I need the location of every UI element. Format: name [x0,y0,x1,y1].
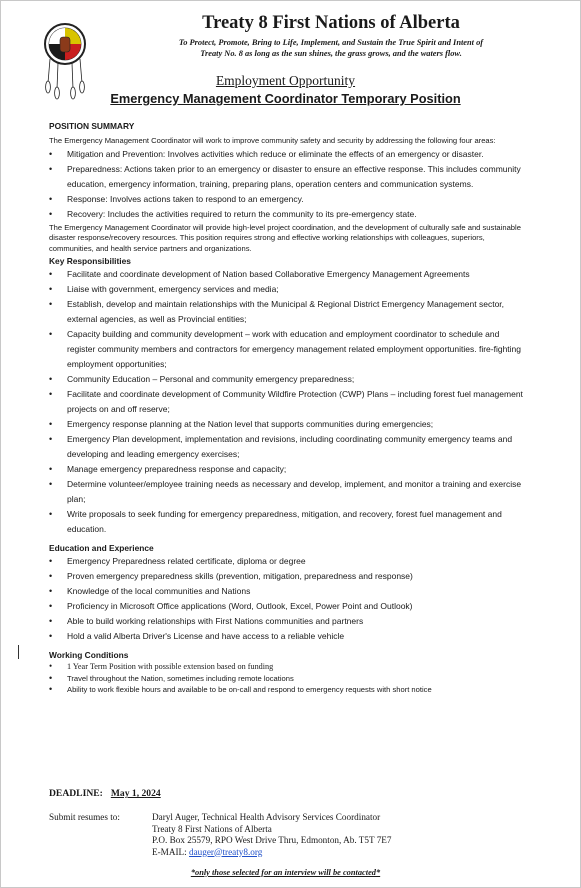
list-item: • Travel throughout the Nation, sometimes including remote locations [49,673,529,685]
section-heading-responsibilities: Key Responsibilities [49,256,131,266]
contact-email-row [152,847,392,859]
org-title: Treaty 8 First Nations of Alberta [202,13,460,33]
list-item: • Response: Involves actions taken to respond to an emergency. [49,192,529,207]
list-item: • Emergency Plan development, implementation and revisions, including coordinating community emergency teams and developing and leading emergency exercises; [49,432,529,462]
medicine-wheel-dreamcatcher-icon [42,21,88,101]
section-heading-education: Education and Experience [49,543,154,553]
text-cursor [18,645,19,659]
contact-address: P.O. Box 25579, RPO West Drive Thru, Edmonton, Ab. T5T 7E7 [152,835,392,845]
contact-block [152,812,392,858]
education-list [49,554,529,644]
list-item: • Capacity building and community development – work with education and employment coordinator to schedule and register community members and contractors for emergency management related employment opportunities. fire-fighting employment opportunities; [49,327,529,372]
opportunity-heading: Employment Opportunity [215,73,356,88]
deadline-label: DEADLINE: [49,788,103,799]
list-item: • Facilitate and coordinate development of Nation based Collaborative Emergency Management Agreements [49,267,529,282]
contact-org: Treaty 8 First Nations of Alberta [152,823,272,834]
list-item: • Preparedness: Actions taken prior to an emergency or disaster to ensure an effective response. This includes community education, emergency information, training, preparing plans, operation centers and communication systems. [49,162,529,192]
motto-line: To Protect, Promote, Bring to Life, Implement, and Sustain the True Spirit and Intent of [178,38,484,47]
list-item: • Liaise with government, emergency services and media; [49,282,529,297]
list-item: • Community Education – Personal and community emergency preparedness; [49,372,529,387]
list-item: • Mitigation and Prevention: Involves activities which reduce or eliminate the effects of an emergency or disaster. [49,147,529,162]
motto-line: Treaty No. 8 as long as the sun shines, the grass grows, and the waters flow. [200,49,462,58]
position-title: Emergency Management Coordinator Temporary Position [110,91,461,106]
conditions-list [49,661,529,696]
list-item: • Write proposals to seek funding for emergency preparedness, mitigation, and recovery, forest fuel management and education. [49,507,529,537]
responsibilities-list [49,267,529,537]
document-body [49,121,529,696]
list-item: • Proficiency in Microsoft Office applications (Word, Outlook, Excel, Power Point and Outlook) [49,599,529,614]
list-item: • Ability to work flexible hours and available to be on-call and respond to emergency requests with short notice [49,684,529,696]
summary-intro: The Emergency Management Coordinator will work to improve community safety and security by addressing the following four areas: [49,136,496,145]
interview-note: *only those selected for an interview will be contacted* [190,868,381,877]
list-item: • Emergency response planning at the Nation level that supports communities during emergencies; [49,417,529,432]
deadline-date: May 1, 2024 [110,788,161,799]
list-item: • Proven emergency preparedness skills (prevention, mitigation, preparedness and response) [49,569,529,584]
section-heading-conditions: Working Conditions [49,650,129,660]
submit-label: Submit resumes to: [49,812,120,822]
contact-name: Daryl Auger, Technical Health Advisory Services Coordinator [152,812,381,822]
email-link[interactable]: dauger@treaty8.org [189,846,263,857]
list-item: • Able to build working relationships with First Nations communities and partners [49,614,529,629]
list-item: • Establish, develop and maintain relationships with the Municipal & Regional District Emergency Management sector, external agencies, as well as Provincial entities; [49,297,529,327]
email-label: E-MAIL: [152,846,187,857]
list-item: • Facilitate and coordinate development of Community Wildfire Protection (CWP) Plans – including forest fuel management projects on and off reserve; [49,387,529,417]
summary-list [49,147,529,222]
list-item: • Hold a valid Alberta Driver's License and have access to a reliable vehicle [49,629,529,644]
list-item: • Emergency Preparedness related certificate, diploma or degree [49,554,529,569]
summary-outro: The Emergency Management Coordinator will provide high-level project coordination, and the development of culturally safe and sustainable disaster response/recovery resources. This position requires strong and effective working relationships with colleagues, superiors, communities, and health service partners and organizations. [49,222,521,253]
list-item: • Recovery: Includes the activities required to return the community to its pre-emergency state. [49,207,529,222]
list-item: • 1 Year Term Position with possible extension based on funding [49,661,529,673]
motto [121,37,541,59]
section-heading-summary: POSITION SUMMARY [49,121,135,131]
list-item: • Determine volunteer/employee training needs as necessary and develop, implement, and monitor a training and exercise plan; [49,477,529,507]
list-item: • Knowledge of the local communities and Nations [49,584,529,599]
deadline [49,788,161,799]
list-item: • Manage emergency preparedness response and capacity; [49,462,529,477]
